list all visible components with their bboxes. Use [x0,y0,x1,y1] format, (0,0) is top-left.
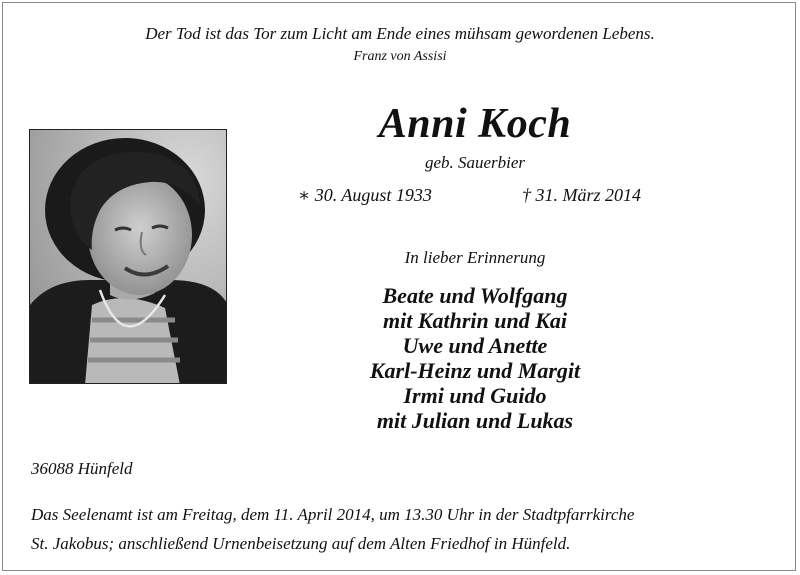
deceased-name: Anni Koch [378,101,572,147]
born-name: geb. Sauerbier [424,153,526,172]
birth-date: ∗ 30. August 1933 [298,185,432,205]
mourners-list [275,283,675,433]
location: 36088 Hünfeld [31,459,133,478]
notice-line: Das Seelenamt ist am Freitag, dem 11. April 2014, um 13.30 Uhr in der Stadtpfarrkirche [31,505,635,524]
mourner-line: mit Kathrin und Kai [382,308,568,333]
portrait-photo [29,129,227,384]
mourner-line: Irmi und Guido [403,383,547,408]
mourner-line: Beate und Wolfgang [382,283,568,308]
quote-text: Der Tod ist das Tor zum Licht am Ende eines mühsam gewordenen Lebens. [145,24,655,43]
mourner-line: Uwe und Anette [402,333,548,358]
death-date: † 31. März 2014 [522,185,642,205]
notice-line: St. Jakobus; anschließend Urnenbeisetzung auf dem Alten Friedhof in Hünfeld. [31,534,571,553]
mourner-line: mit Julian und Lukas [376,408,574,433]
service-notice [31,500,781,558]
quote-author: Franz von Assisi [353,49,447,64]
remembrance-line: In lieber Erinnerung [404,248,546,267]
mourner-line: Karl-Heinz und Margit [369,358,581,383]
